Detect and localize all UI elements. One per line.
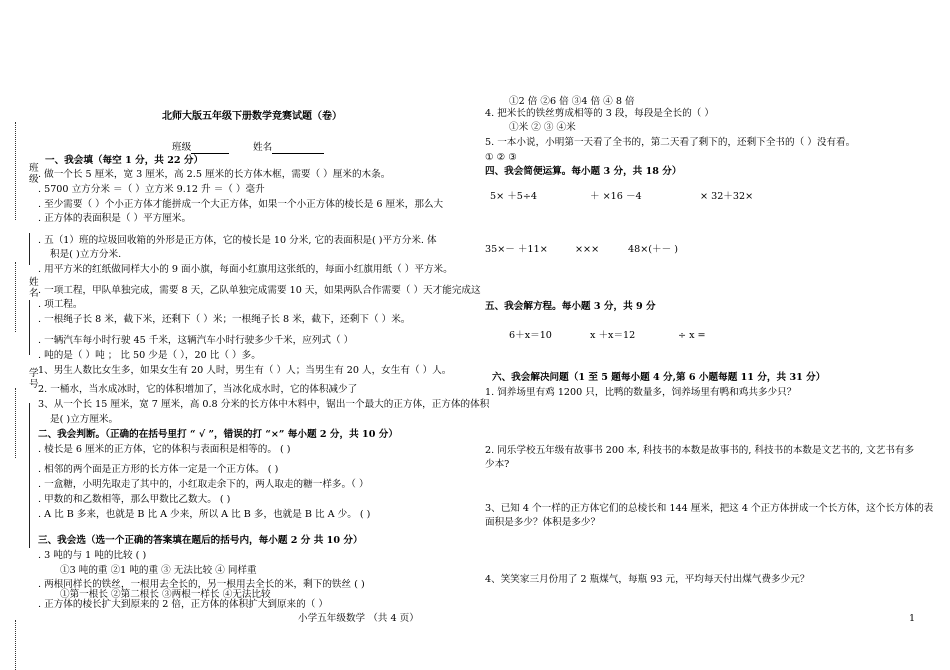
calc-expression: 5× ＋5÷4 [490, 191, 538, 202]
question-line: . 5700 立方分米 ＝（ ）立方米 9.12 升 ＝（ ）毫升 [38, 184, 265, 195]
class-label: 班级 [172, 142, 192, 153]
question-line: . 做一个长 5 厘米，宽 3 厘米，高 2.5 厘米的长方体木框，需要（ ）厘米的木条。 [38, 169, 391, 180]
question-line: . 3 吨的与 1 吨的比较 ( ) [38, 550, 147, 561]
answer-options: ①米 ② ③ ④米 [509, 122, 576, 133]
question-line: 4、笑笑家三月份用了 2 瓶煤气，每瓶 93 元，平均每天付出煤气费多少元？ [485, 574, 810, 585]
question-line: 面积是多少？体积是多少？ [485, 517, 601, 528]
side-name-label: 姓名 [29, 277, 39, 299]
question-line: . 一根绳子长 8 米，截下米，还剩下（ ）米；一根绳子长 8 米，截下，还剩下（ ）米。 [38, 314, 411, 325]
question-line: 少本? [485, 459, 510, 470]
question-line: 是( )立方厘米。 [50, 414, 119, 425]
equation: 6＋x＝10 [509, 330, 552, 341]
page-title: 北师大版五年级下册数学竞赛试题（卷） [162, 111, 342, 122]
page-number: 1 [909, 613, 916, 624]
question-line: . 吨的是（ ）吨 ； 比 50 少是（ ），20 比（ ）多。 [38, 350, 261, 361]
class-field [172, 141, 229, 154]
question-line: . 甲数的和乙数相等，那么甲数比乙数大。 ( ) [38, 494, 231, 505]
calc-expression: 48×(＋－ ) [628, 244, 678, 255]
section-fill-heading: 一、我会填（每空 1 分，共 22 分） [45, 155, 204, 166]
equation: x ＋x＝12 [590, 330, 636, 341]
binding-solid-line [29, 300, 30, 355]
page-footer: 小学五年级数学 （共 4 页） [298, 613, 419, 624]
side-class-label: 班级 [29, 163, 39, 185]
section-judge-heading: 二、我会判断。（正确的在括号里打 “ √ ”，错误的打 “×” 每小题 2 分，共 10 分） [38, 429, 398, 440]
question-line: . 项工程。 [38, 299, 83, 310]
section-problem-heading: 六、我会解决问题（1 至 5 题每小题 4 分,第 6 小题每题 11 分，共 31 分） [492, 372, 826, 383]
name-field [253, 141, 324, 154]
calc-expression: ＋ ×16 －4 [590, 191, 642, 202]
binding-dotted-line [15, 388, 16, 458]
binding-dotted-line [15, 122, 16, 220]
answer-options: ①第一根长 ②第二根长 ③两根一样长 ④无法比较 [60, 589, 271, 600]
question-line: . 一项工程，甲队单独完成，需要 8 天，乙队单独完成需要 10 天，如果两队合作需要（ ）天才能完成这 [38, 285, 481, 296]
question-line: 3、已知 4 个一样的正方体它们的总棱长和 144 厘米，把这 4 个正方体拼成一个长方体，这个长方体的表 [485, 503, 934, 514]
calc-expression: 35×－ ＋11× [485, 244, 548, 255]
question-line: . 一辆汽车每小时行驶 45 千米，这辆汽车小时行驶多少千米，应列式（ ） [38, 335, 354, 346]
question-line: . 一盒糖，小明先取走了其中的，小红取走余下的，两人取走的糖一样多。（ ） [38, 479, 369, 490]
question-line: . 五（1）班的垃圾回收箱的外形是正方体，它的棱长是 10 分米, 它的表面积是( )平方分米. 体 [38, 235, 437, 246]
binding-solid-line [29, 233, 30, 265]
question-line: 3、从一个长 15 厘米，宽 7 厘米，高 0.8 分米的长方体中木料中，锯出一个最大的正方体，正方体的体积 [38, 399, 490, 410]
question-line: . 相邻的两个面是正方形的长方体一定是一个正方体。 ( ) [38, 464, 279, 475]
section-equation-heading: 五、我会解方程。每小题 3 分，共 9 分 [485, 301, 656, 312]
section-choice-heading: 三、我会选（选一个正确的答案填在题后的括号内，每小题 2 分 共 10 分） [38, 535, 363, 546]
question-line: . 至少需要（ ）个小正方体才能拼成一个大正方体，如果一个小正方体的棱长是 6 厘米，那么大 [38, 199, 444, 210]
calc-expression: ××× [575, 244, 600, 255]
calc-expression: × 32＋32× [700, 191, 754, 202]
answer-options: ①2 倍 ②6 倍 ③4 倍 ④ 8 倍 [509, 96, 635, 107]
question-line: 积是( )立方分米. [50, 249, 122, 260]
question-line: . A 比 B 多来，也就是 B 比 A 少来，所以 A 比 B 多，也就是 B 比 A 少。 ( ) [38, 509, 371, 520]
question-line: . 棱长是 6 厘米的正方体，它的体积与表面积是相等的。 ( ) [38, 444, 291, 455]
question-line: 1、男生人数比女生多，如果女生有 20 人时，男生有（ ）人；当男生有 20 人，女生有（ ）人。 [38, 365, 452, 376]
binding-dotted-line [15, 620, 16, 670]
side-student-no-label: 学号 [29, 368, 39, 390]
question-line: 5. 一本小说，小明第一天看了全书的，第二天看了剩下的，还剩下全书的（ ）没有看。 [485, 137, 856, 148]
question-line: 1. 饲养场里有鸡 1200 只，比鸭的数量多，饲养场里有鸭和鸡共多少只？ [485, 387, 797, 398]
question-line: . 正方体的棱长扩大到原来的 2 倍，正方体的体积扩大到原来的（ ） [38, 599, 328, 610]
question-line: 2. 同乐学校五年级有故事书 200 本, 科技书的本数是故事书的, 科技书的本数是文艺书的, 文艺书有多 [485, 445, 915, 456]
question-line: . 正方体的表面积是（ ）平方厘米。 [38, 213, 192, 224]
answer-options: ① ② ③ [485, 152, 517, 163]
answer-options: ①3 吨的重 ②1 吨的重 ③ 无法比较 ④ 同样重 [60, 565, 257, 576]
question-line: . 用平方米的红纸做同样大小的 9 面小旗，每面小红旗用这张纸的，每面小红旗用纸（ ）平方米。 [38, 264, 453, 275]
question-line: 2. 一桶水，当水成冰时，它的体积增加了，当冰化成水时，它的体积减少了 [38, 384, 358, 395]
binding-dotted-line [15, 262, 16, 332]
question-line: . 两根同样长的铁丝，一根用去全长的，另一根用去全长的米，剩下的铁丝 ( ) [38, 579, 365, 590]
binding-solid-line [29, 403, 30, 548]
name-label: 姓名 [253, 142, 273, 153]
equation: ÷ x = [678, 330, 706, 341]
section-calc-heading: 四、我会简便运算。每小题 3 分，共 18 分） [485, 166, 682, 177]
question-line: 4. 把米长的铁丝剪成相等的 3 段，每段是全长的（ ） [485, 108, 714, 119]
